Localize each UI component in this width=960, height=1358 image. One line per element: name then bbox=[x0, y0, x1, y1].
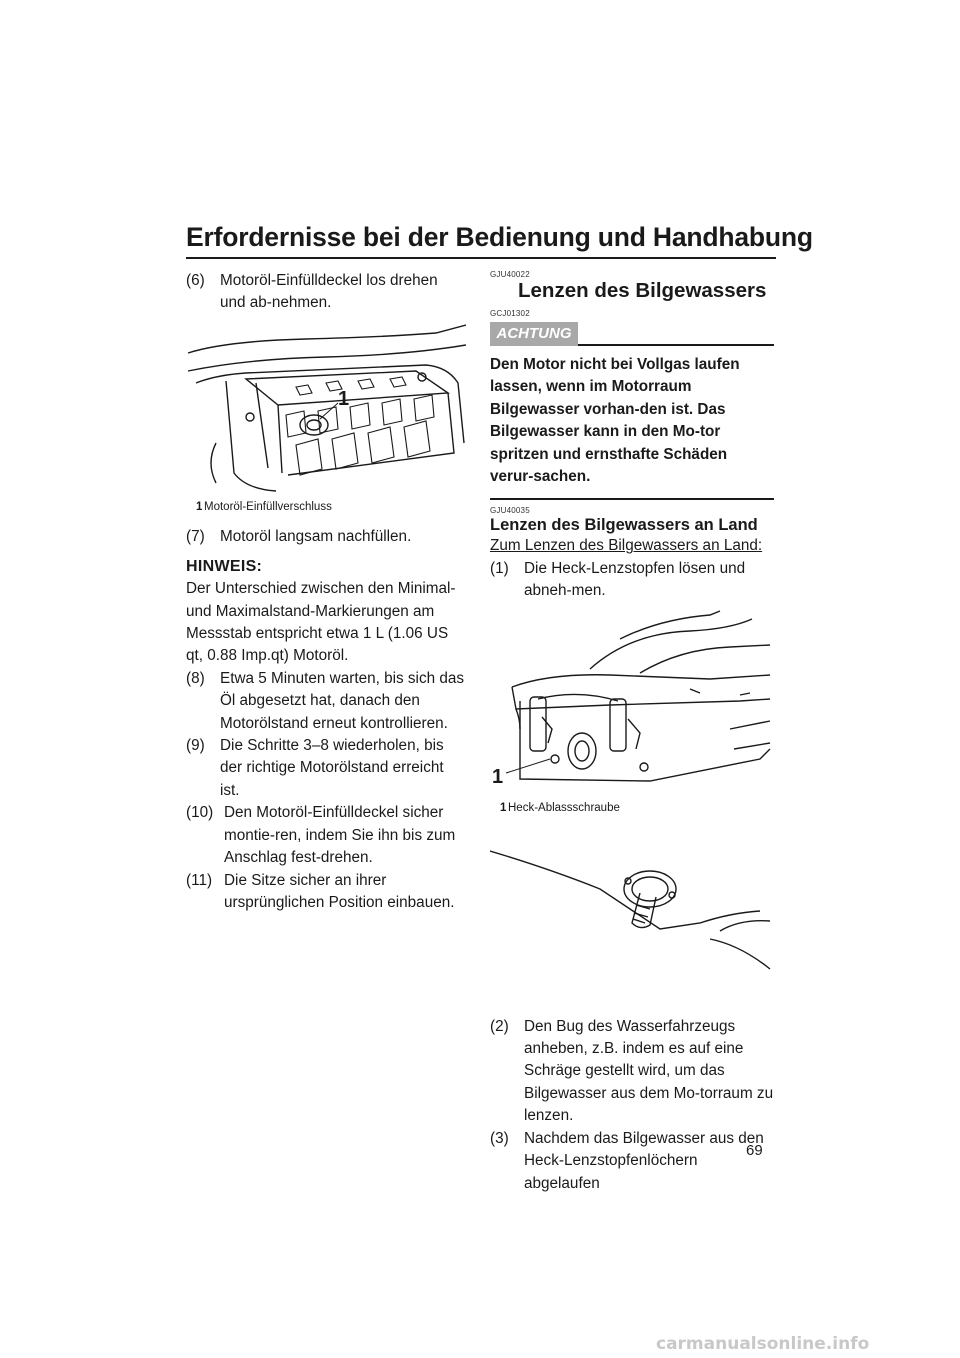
subsection-intro: Zum Lenzen des Bilgewassers an Land: bbox=[490, 537, 763, 555]
step-3 bbox=[490, 1128, 774, 1195]
step-text: Den Bug des Wasserfahrzeugs anheben, z.B. indem es auf eine Schräge gestellt wird, um das Bilgewasser aus dem Mo-torraum zu lenzen. bbox=[524, 1017, 774, 1125]
page-header-title: Erfordernisse bei der Bedienung und Handhabung bbox=[186, 222, 813, 252]
subsection-title: Lenzen des Bilgewassers an Land bbox=[490, 516, 758, 535]
drain-plug-detail-illustration bbox=[490, 849, 774, 989]
step-number: (8) bbox=[186, 669, 205, 687]
header-rule bbox=[186, 257, 776, 259]
note-text: Der Unterschied zwischen den Minimal- und Maximalstand-Markierungen am Messstab entspricht etwa 1 L (1.06 US qt, 0.88 Imp.qt) Motoröl. bbox=[186, 580, 456, 665]
left-column bbox=[186, 270, 466, 914]
section-code: GJU40022 bbox=[490, 270, 530, 279]
step-number: (2) bbox=[490, 1017, 509, 1035]
figure-caption bbox=[196, 500, 466, 514]
step-number: (9) bbox=[186, 737, 205, 755]
caution-text: Den Motor nicht bei Vollgas laufen lassen, wenn im Motorraum Bilgewasser vorhan-den ist. Das Bilgewasser kann in den Mo-tor spritzen und ernsthafte Schäden verur-sachen. bbox=[490, 356, 740, 486]
page-number: 69 bbox=[746, 1142, 763, 1159]
step-number: (6) bbox=[186, 272, 205, 289]
figure-engine-oil-cap bbox=[186, 323, 466, 514]
step-6 bbox=[186, 270, 466, 315]
figure-callout: 1 bbox=[338, 387, 350, 410]
caption-number: 1 bbox=[500, 801, 507, 814]
step-9 bbox=[186, 735, 466, 802]
step-number: (11) bbox=[186, 871, 213, 889]
caution-banner bbox=[490, 322, 774, 346]
step-number: (1) bbox=[490, 559, 509, 577]
step-number: (3) bbox=[490, 1129, 509, 1147]
subsection-code: GJU40035 bbox=[490, 506, 530, 516]
step-number: (10) bbox=[186, 804, 214, 822]
step-text: Die Heck-Lenzstopfen lösen und abneh-men. bbox=[524, 559, 746, 600]
note-heading: HINWEIS: bbox=[186, 558, 263, 576]
caption-text: Heck-Ablassschraube bbox=[508, 801, 620, 814]
step-text: Motoröl-Einfülldeckel los drehen und ab-nehmen. bbox=[220, 272, 438, 312]
step-2 bbox=[490, 1016, 774, 1128]
caution-rule bbox=[578, 344, 774, 346]
stern-drain-illustration bbox=[490, 609, 774, 794]
caution-end-rule bbox=[490, 498, 774, 500]
step-text: Die Sitze sicher an ihrer ursprünglichen Position einbauen. bbox=[224, 871, 455, 911]
caution-code: GCJ01302 bbox=[490, 309, 530, 318]
figure-drain-plug bbox=[490, 849, 774, 994]
figure-caption bbox=[500, 801, 774, 815]
section-title: Lenzen des Bilgewassers bbox=[518, 279, 767, 302]
step-text: Den Motoröl-Einfülldeckel sicher montie-ren, indem Sie ihn bis zum Anschlag fest-drehen. bbox=[224, 804, 456, 867]
step-text: Etwa 5 Minuten warten, bis sich das Öl abgesetzt hat, danach den Motorölstand erneut kontrollieren. bbox=[220, 669, 465, 732]
step-8 bbox=[186, 668, 466, 735]
caption-text: Motoröl-Einfüllverschluss bbox=[204, 500, 332, 513]
step-text: Motoröl langsam nachfüllen. bbox=[220, 527, 412, 545]
step-1 bbox=[490, 558, 774, 603]
step-7 bbox=[186, 526, 466, 548]
engine-oil-cap-illustration bbox=[186, 323, 466, 493]
step-number: (7) bbox=[186, 527, 205, 545]
right-column bbox=[490, 270, 774, 1195]
step-11 bbox=[186, 870, 466, 915]
step-10 bbox=[186, 802, 466, 869]
caption-number: 1 bbox=[196, 500, 203, 513]
step-text: Die Schritte 3–8 wiederholen, bis der richtige Motorölstand erreicht ist. bbox=[220, 737, 444, 799]
caution-badge: ACHTUNG bbox=[490, 322, 578, 346]
watermark-logo[interactable]: carmanualsonline.info bbox=[656, 1334, 870, 1354]
figure-callout: 1 bbox=[492, 765, 504, 788]
step-text: Nachdem das Bilgewasser aus den Heck-Lenzstopfenlöchern abgelaufen bbox=[524, 1129, 764, 1192]
figure-stern-drain bbox=[490, 609, 774, 815]
